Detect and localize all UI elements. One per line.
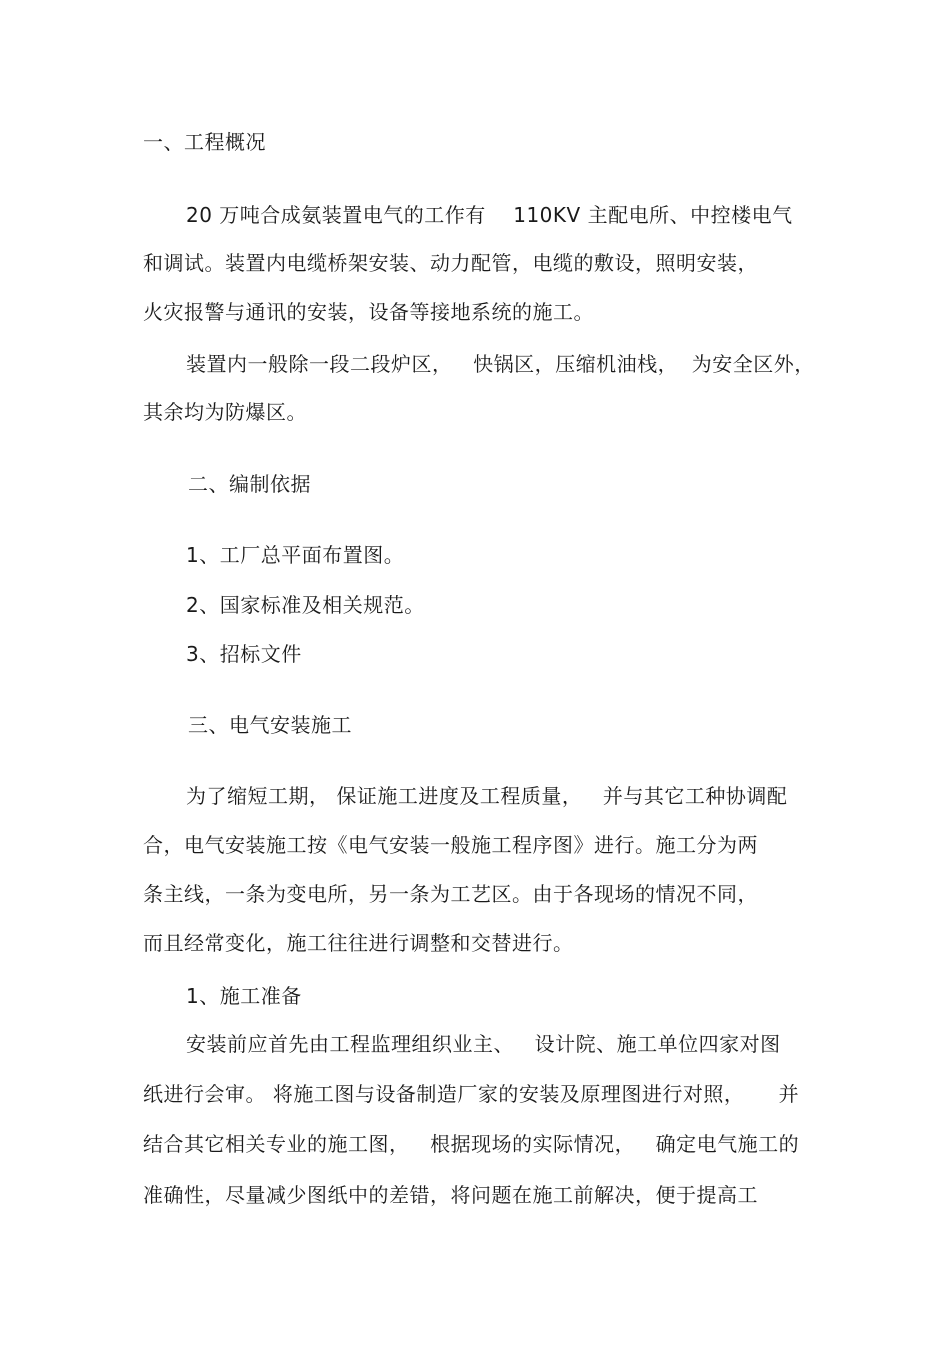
section-heading-3: 三、电气安装施工 bbox=[188, 713, 352, 737]
paragraph-line: 合，电气安装施工按《电气安装一般施工程序图》进行。施工分为两 bbox=[143, 833, 758, 857]
paragraph-line: 装置内一般除一段二段炉区， 快锅区，压缩机油栈， 为安全区外， bbox=[186, 352, 815, 376]
paragraph-line: 20 万吨合成氨装置电气的工作有 110KV 主配电所、中控楼电气 bbox=[186, 203, 793, 227]
paragraph-line: 结合其它相关专业的施工图， 根据现场的实际情况， 确定电气施工的 bbox=[143, 1132, 800, 1156]
paragraph-line: 条主线，一条为变电所，另一条为工艺区。由于各现场的情况不同， bbox=[143, 882, 758, 906]
paragraph-line: 和调试。装置内电缆桥架安装、动力配管，电缆的敷设，照明安装， bbox=[143, 251, 758, 275]
section-heading-2: 二、编制依据 bbox=[188, 472, 311, 496]
section-heading-1: 一、工程概况 bbox=[143, 130, 266, 154]
paragraph-line: 纸进行会审。 将施工图与设备制造厂家的安装及原理图进行对照， 并 bbox=[143, 1082, 800, 1106]
list-item: 2、国家标准及相关规范。 bbox=[186, 593, 425, 617]
list-item: 1、工厂总平面布置图。 bbox=[186, 543, 405, 567]
paragraph-line: 其余均为防爆区。 bbox=[143, 400, 307, 424]
paragraph-line: 为了缩短工期， 保证施工进度及工程质量， 并与其它工种协调配 bbox=[186, 784, 788, 808]
paragraph-line: 火灾报警与通讯的安装，设备等接地系统的施工。 bbox=[143, 300, 594, 324]
paragraph-line: 准确性，尽量减少图纸中的差错，将问题在施工前解决，便于提高工 bbox=[143, 1183, 758, 1207]
subsection-heading: 1、施工准备 bbox=[186, 984, 302, 1008]
paragraph-line: 而且经常变化，施工往往进行调整和交替进行。 bbox=[143, 931, 574, 955]
list-item: 3、招标文件 bbox=[186, 642, 302, 666]
paragraph-line: 安装前应首先由工程监理组织业主、 设计院、施工单位四家对图 bbox=[186, 1032, 781, 1056]
